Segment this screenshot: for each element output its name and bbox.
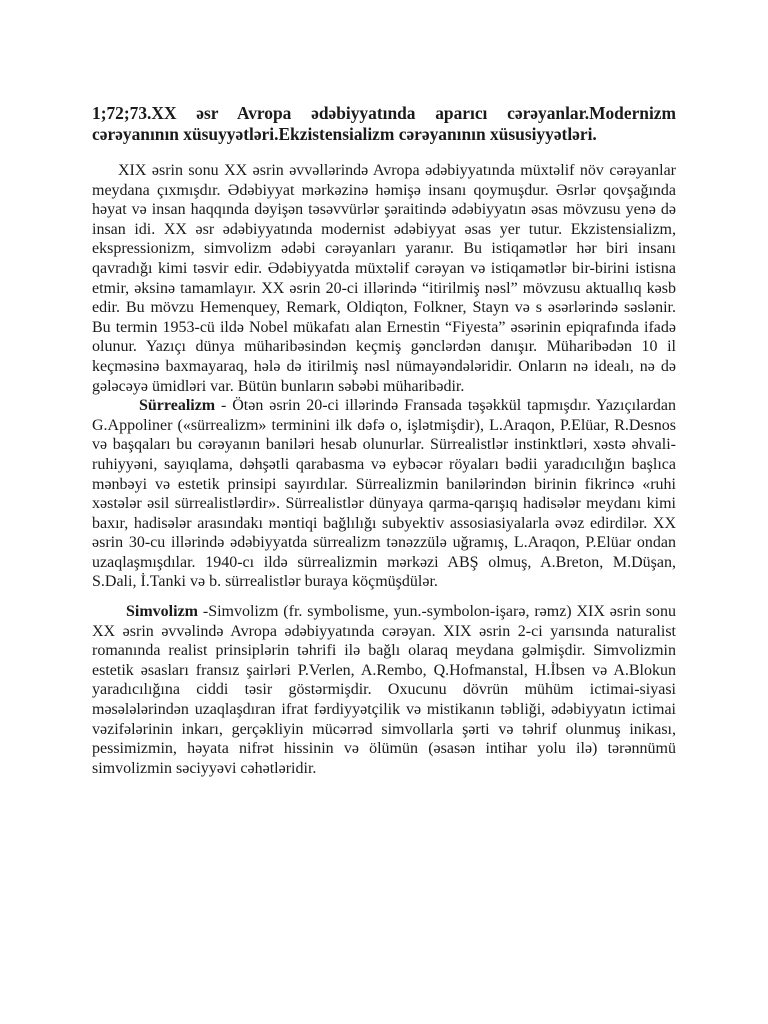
- term-symbolism: Simvolizm: [126, 603, 198, 621]
- document-title: 1;72;73.XX əsr Avropa ədəbiyyatında aparıcı cərəyanlar.Modernizm cərəyanının xüsuyyətləri.Ekzistensializm cərəyanının xüsusiyyətləri.: [92, 103, 676, 144]
- term-surrealism: Sürrealizm: [139, 397, 216, 415]
- paragraph-surrealism-text: - Ötən əsrin 20-ci illərində Fransada təşəkkül tapmışdır. Yazıçılardan G.Appoliner («sürrealizm» terminini ilk dəfə o, işlətmişdir), L.Araqon, P.Elüar, R.Desnos və başqaları bu cərəyanın baniləri hesab olunurlar. Sürrealistlər instinktləri, xəstə əhvali-ruhiyyəni, sayıqlama, dəhşətli qarabasma və eybəcər röyaları bədii yaradıcılığın başlıca mənbəyi və estetik prinsipi sayırdılar. Sürrealizmin banilərindən birinin fikrincə «ruhi xəstələr əsil sürrealistlərdir». Sürrealistlər dünyaya qarma-qarışıq hadisələr meydanı kimi baxır, hadisələr arasındakı məntiqi bağlılığı subyektiv assosiasiyalarla əvəz edirdilər. XX əsrin 30-cu illərində ədəbiyyatda sürrealizm tənəzzülə uğramış, L.Araqon, P.Elüar ondan uzaqlaşmışdılar. 1940-cı ildə sürrealizmin mərkəzi ABŞ olmuş, A.Breton, M.Düşan, S.Dali, İ.Tanki və b. sürrealistlər buraya köçmüşdülər.: [92, 397, 676, 591]
- paragraph-surrealism: [92, 396, 676, 592]
- paragraph-symbolism: [92, 602, 676, 778]
- paragraph-intro: [92, 161, 676, 396]
- paragraph-symbolism-text: -Simvolizm (fr. symbolisme, yun.-symbolon-işarə, rəmz) XIX əsrin sonu XX əsrin əvvəlində Avropa ədəbiyyatında cərəyan. XIX əsrin 2-ci yarısında naturalist romanında realist prinsiplərin təhrifi ilə bağlı olaraq meydana gəlmişdir. Simvolizmin estetik əsasları fransız şairləri P.Verlen, A.Rembo, Q.Hofmanstal, H.İbsen və A.Blokun yaradıcılığına ciddi təsir göstərmişdir. Oxucunu dövrün mühüm ictimai-siyasi məsələlərindən uzaqlaşdıran ifrat fərdiyyətçilik və mistikanın təbliği, ədəbiyyatın ictimai vəzifələrinin inkarı, gerçəkliyin mücərrəd simvollarla şərti və təhrif olunmuş inikası, pessimizmin, həyata nifrət hissinin və ölümün (əsasən intihar yolu ilə) tərənnümü simvolizmin səciyyəvi cəhətləridir.: [92, 603, 676, 777]
- document-page: [92, 103, 676, 778]
- paragraph-intro-text: XIX əsrin sonu XX əsrin əvvəllərində Avropa ədəbiyyatında müxtəlif növ cərəyanlar meydana çıxmışdır. Ədəbiyyat mərkəzinə həmişə insanı qoymuşdur. Əsrlər qovşağında həyat və insan haqqında dəyişən təsəvvürlər şəraitində ədəbiyyatın əsas mövzusu yenə də insan idi. XX əsr ədəbiyyatında modernist ədəbiyyat əsas yer tutur. Ekzistensializm, ekspressionizm, simvolizm ədəbi cərəyanları yaranır. Bu istiqamətlər hər biri insanı qavradığı kimi təsvir edir. Ədəbiyyatda müxtəlif cərəyan və istiqamətlər bir-birini istisna etmir, əksinə tamamlayır. XX əsrin 20-ci illərində “itirilmiş nəsl” mövzusu aktuallıq kəsb edir. Bu mövzu Hemenquey, Remark, Oldiqton, Folkner, Stayn və s əsərlərində səslənir. Bu termin 1953-cü ildə Nobel mükafatı alan Ernestin “Fiyesta” əsərinin epiqrafında ifadə olunur. Yazıçı dünya müharibəsindən keçmiş gənclərdən danışır. Müharibədən 10 il keçməsinə baxmayaraq, hələ də itirilmiş nəsl nümayəndələridir. Onların nə idealı, nə də gələcəyə ümidləri var. Bütün bunların səbəbi müharibədir.: [92, 162, 676, 395]
